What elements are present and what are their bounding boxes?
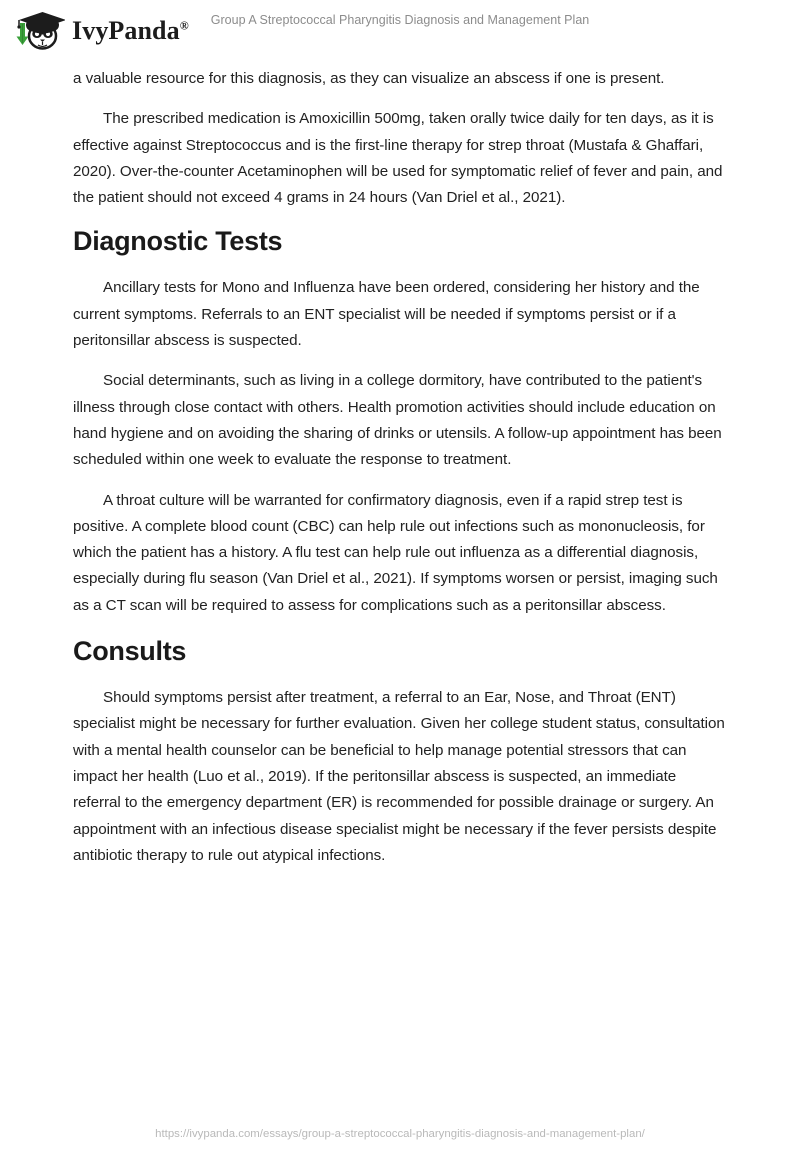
page-header	[0, 0, 800, 60]
document-title-header: Group A Streptococcal Pharyngitis Diagnosis and Management Plan	[210, 13, 590, 27]
source-url-link[interactable]: https://ivypanda.com/essays/group-a-streptococcal-pharyngitis-diagnosis-and-management-plan/	[155, 1128, 645, 1140]
paragraph: Should symptoms persist after treatment, a referral to an Ear, Nose, and Throat (ENT) specialist might be necessary for further evaluation. Given her college student status, consultation with a mental health counselor can be beneficial to help manage potential stressors that can impact her health (Luo et al., 2019). If the peritonsillar abscess is suspected, an immediate referral to the emergency department (ER) is recommended for possible drainage or surgery. An appointment with an infectious disease specialist might be necessary if the fever persists despite antibiotic therapy to rule out atypical infections.	[73, 689, 725, 864]
paragraph: Ancillary tests for Mono and Influenza have been ordered, considering her history and the current symptoms. Referrals to an ENT specialist will be needed if symptoms persist or if a peritonsillar abscess is suspected.	[73, 279, 700, 350]
paragraph: a valuable resource for this diagnosis, as they can visualize an abscess if one is present.	[73, 70, 665, 87]
brand-name-text: IvyPanda	[72, 16, 180, 45]
section-heading-consults: Consults	[73, 636, 187, 667]
paragraph: A throat culture will be warranted for confirmatory diagnosis, even if a rapid strep test is positive. A complete blood count (CBC) can help rule out infections such as mononucleosis, for which the patient has a history. A flu test can help rule out influenza as a differential diagnosis, especially during flu season (Van Driel et al., 2021). If symptoms worsen or persist, imaging such as a CT scan will be required to assess for complications such as a peritonsillar abscess.	[73, 491, 718, 614]
section-heading-diagnostic-tests: Diagnostic Tests	[73, 226, 283, 257]
registered-trademark-symbol: ®	[179, 18, 189, 33]
paragraph: Social determinants, such as living in a college dormitory, have contributed to the patient's illness through close contact with others. Health promotion activities should include education on hand hygiene and on avoiding the sharing of drinks or utensils. A follow-up appointment has been scheduled within one week to evaluate the response to treatment.	[73, 372, 722, 469]
document-body	[73, 66, 728, 883]
paragraph: The prescribed medication is Amoxicillin 500mg, taken orally twice daily for ten days, as it is effective against Streptococcus and is the first-line therapy for strep throat (Mustafa & Ghaffari, 2020). Over-the-counter Acetaminophen will be used for symptomatic relief of fever and pain, and the patient should not exceed 4 grams in 24 hours (Van Driel et al., 2021).	[73, 110, 723, 207]
page-footer	[0, 1124, 800, 1142]
